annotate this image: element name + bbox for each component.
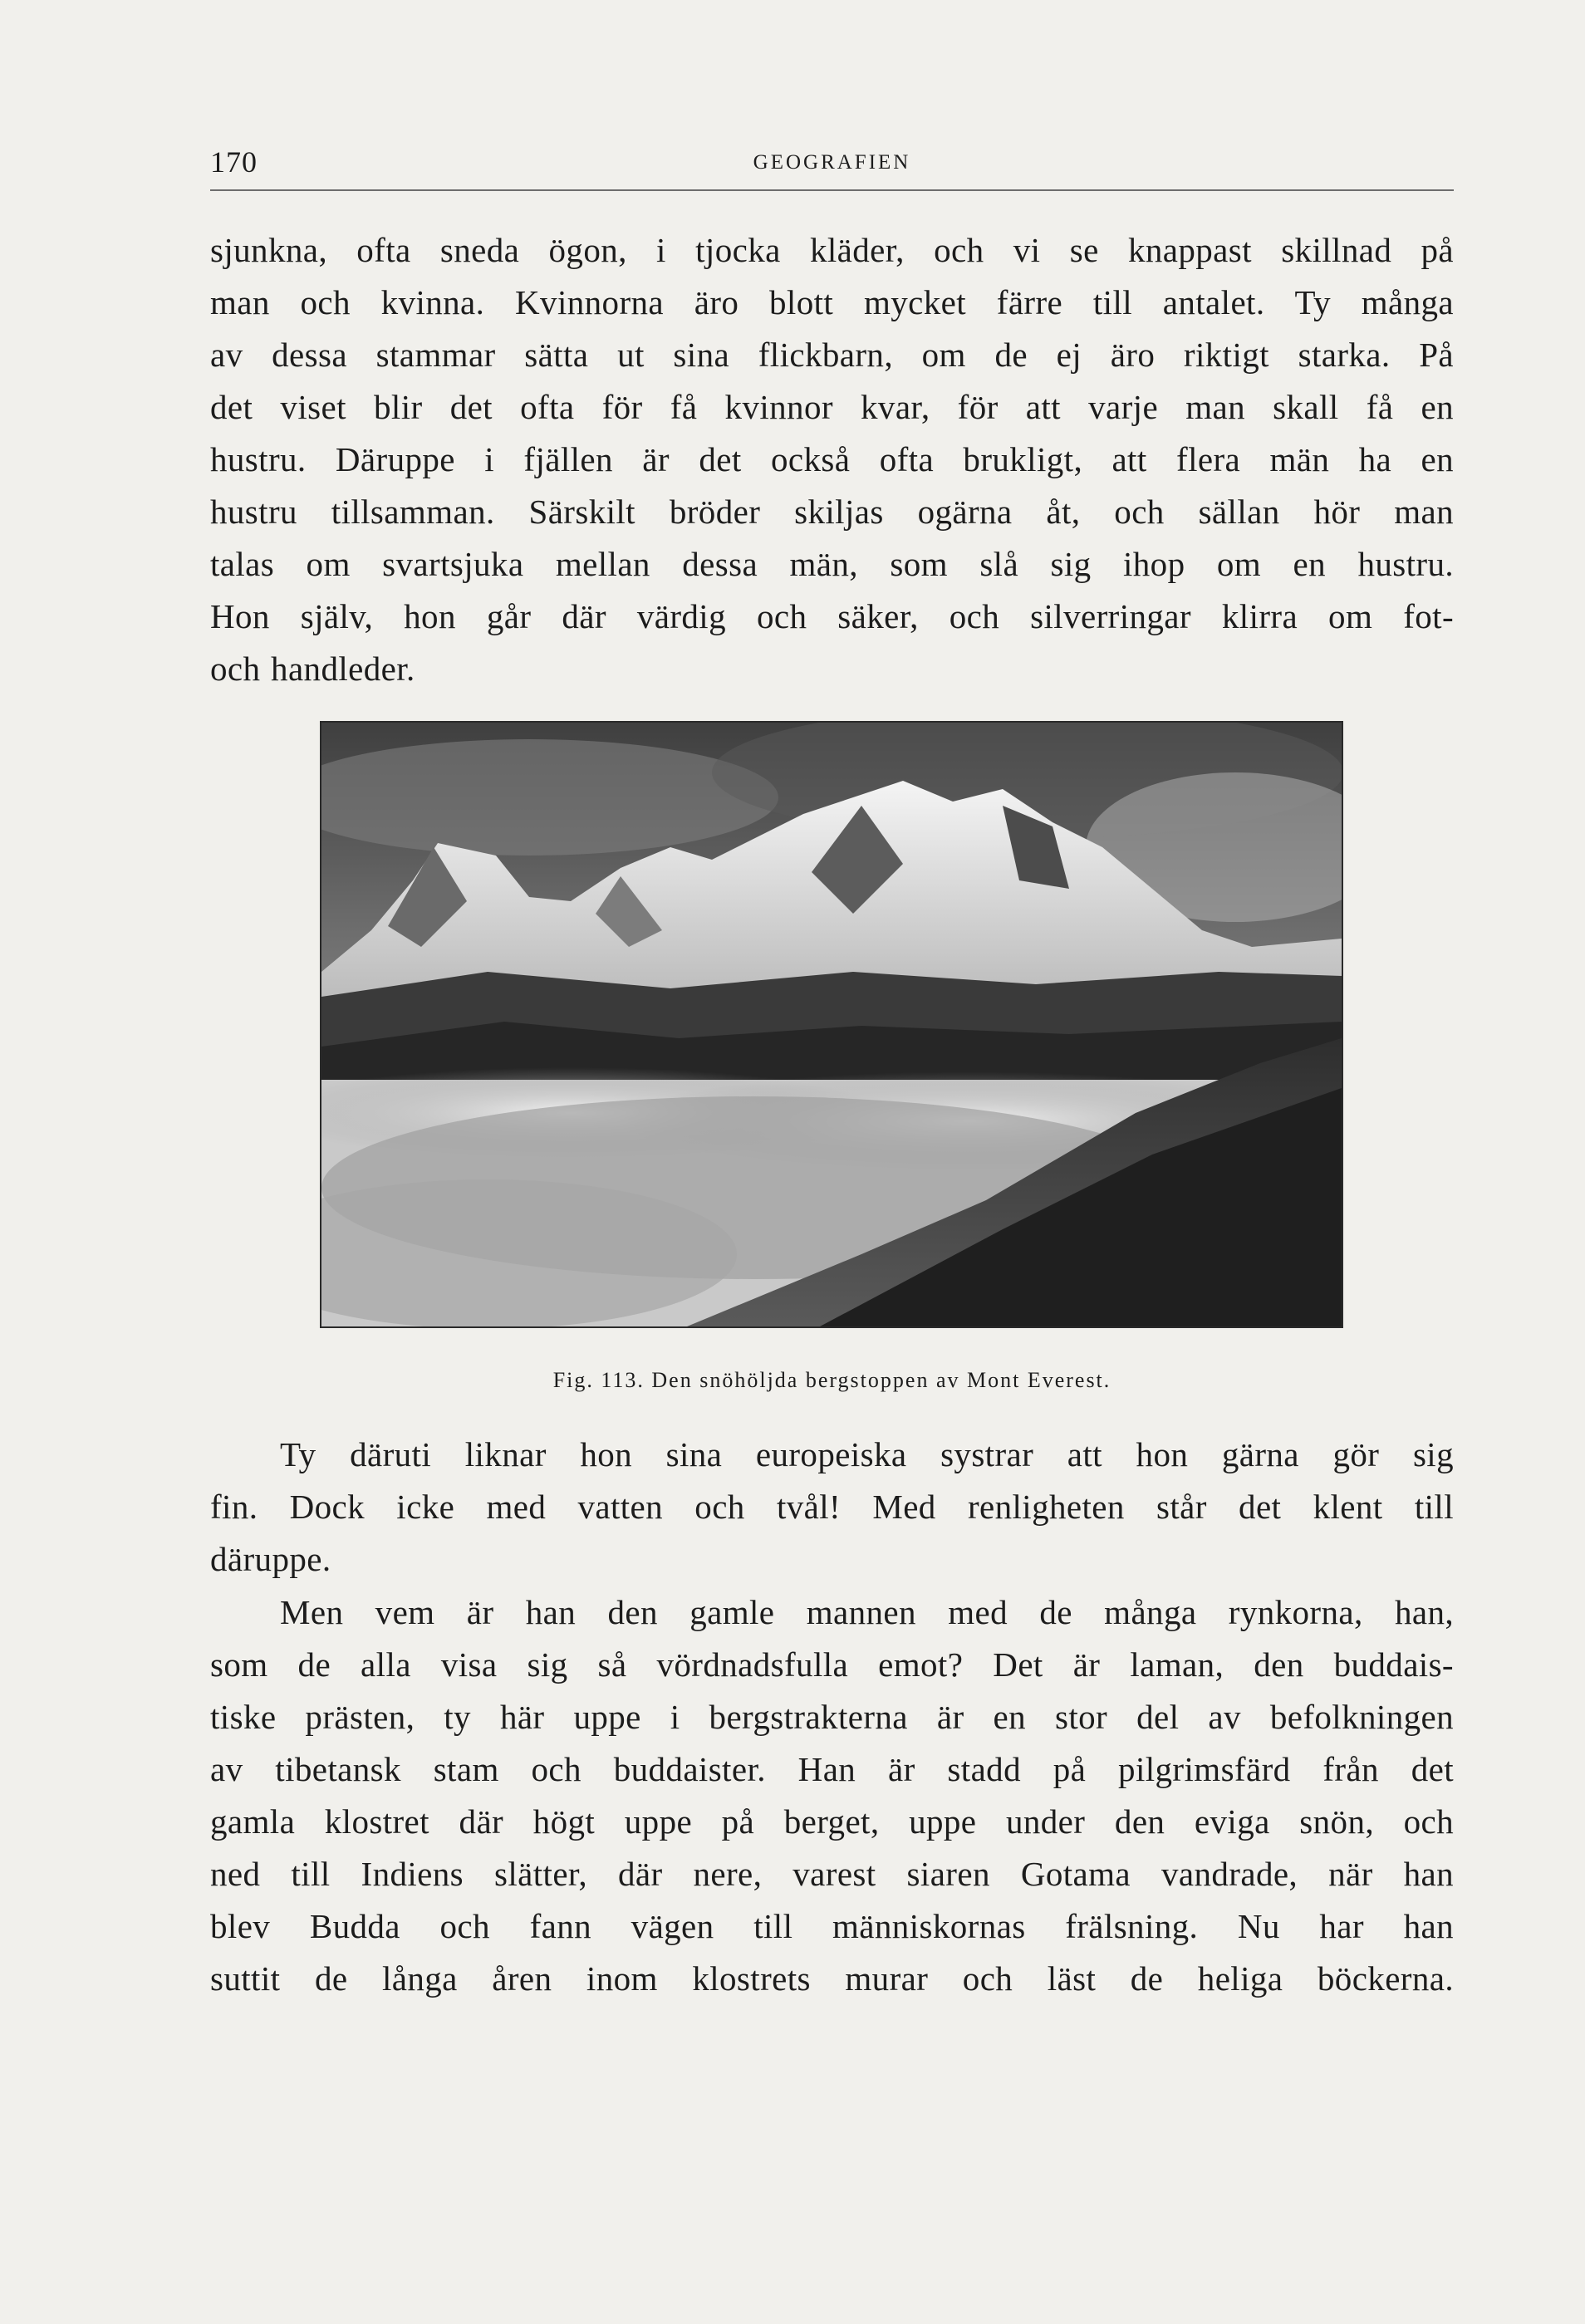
text-line: och handleder. [210, 650, 415, 688]
page-number: 170 [210, 145, 258, 179]
text-line: ned till Indiens slätter, där nere, varest siaren Gotama vandrade, när han [210, 1855, 1454, 1893]
text-line: av dessa stammar sätta ut sina flickbarn, om de ej äro riktigt starka. På [210, 336, 1454, 374]
text-line: talas om svartsjuka mellan dessa män, som slå sig ihop om en hustru. [210, 545, 1454, 583]
text-line: blev Budda och fann vägen till människornas frälsning. Nu har han [210, 1907, 1454, 1945]
text-line: som de alla visa sig så vördnadsfulla emot? Det är laman, den buddais- [210, 1645, 1454, 1684]
paragraph-2 [210, 1429, 1454, 1586]
text-line: tiske prästen, ty här uppe i bergstrakterna är en stor del av befolkningen [210, 1698, 1454, 1736]
text-line: Men vem är han den gamle mannen med de många rynkorna, han, [280, 1593, 1454, 1631]
text-line: Ty däruti liknar hon sina europeiska systrar att hon gärna gör sig [280, 1435, 1454, 1473]
mountain-photograph [320, 721, 1343, 1328]
figure-caption: Fig. 113. Den snöhöljda bergstoppen av Mont Everest. [552, 1368, 1111, 1392]
running-title: GEOGRAFIEN [753, 151, 911, 174]
text-line: suttit de långa åren inom klostrets murar och läst de heliga böckerna. [210, 1959, 1454, 1998]
text-line: man och kvinna. Kvinnorna äro blott mycket färre till antalet. Ty många [210, 283, 1454, 321]
text-line: gamla klostret där högt uppe på berget, uppe under den eviga snön, och [210, 1802, 1454, 1841]
text-line: av tibetansk stam och buddaister. Han är stadd på pilgrimsfärd från det [210, 1750, 1454, 1788]
text-line: fin. Dock icke med vatten och tvål! Med renligheten står det klent till [210, 1488, 1454, 1526]
mountain-photograph-drawing [321, 723, 1342, 1326]
text-line: sjunkna, ofta sneda ögon, i tjocka kläder, och vi se knappast skillnad på [210, 231, 1454, 269]
text-line: det viset blir det ofta för få kvinnor kvar, för att varje man skall få en [210, 388, 1454, 426]
paragraph-3 [210, 1586, 1454, 2005]
text-line: hustru. Däruppe i fjällen är det också ofta brukligt, att flera män ha en [210, 440, 1454, 478]
text-line: hustru tillsamman. Särskilt bröder skiljas ogärna åt, och sällan hör man [210, 493, 1454, 531]
paragraph-1 [210, 224, 1454, 695]
running-header [210, 141, 1454, 191]
text-line: Hon själv, hon går där värdig och säker, och silverringar klirra om fot- [210, 597, 1454, 635]
text-line: däruppe. [210, 1540, 331, 1578]
